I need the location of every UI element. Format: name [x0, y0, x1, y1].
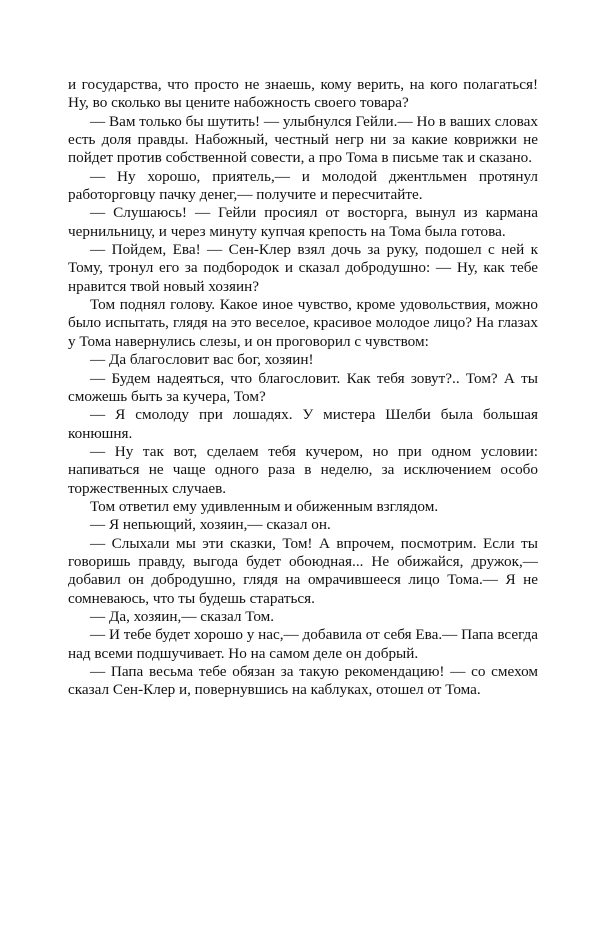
paragraph: — Я смолоду при лошадях. У мистера Шелби была большая конюшня. [68, 406, 538, 442]
paragraph: — Да, хозяин,— сказал Том. [90, 607, 275, 625]
paragraph: Том ответил ему удивленным и обиженным взглядом. [90, 497, 439, 515]
paragraph: — Вам только бы шутить! — улыбнулся Гейли.— Но в ваших словах есть доля правды. Набожный, честный негр ни за какие коврижки не пойдет против собственной совести, а про Тома в письме так и сказано. [68, 112, 538, 167]
paragraph: — Ну так вот, сделаем тебя кучером, но при одном условии: напиваться не чаще одного раза в неделю, за исключением особо торжественных случаев. [68, 442, 538, 497]
paragraph: — Да благословит вас бог, хозяин! [90, 351, 314, 369]
paragraph: — Будем надеяться, что благословит. Как тебя зовут?.. Том? А ты сможешь быть за кучера, Том? [68, 369, 538, 405]
paragraph: — Я непьющий, хозяин,— сказал он. [90, 516, 331, 534]
paragraph: — Папа весьма тебе обязан за такую рекомендацию! — со смехом сказал Сен-Клер и, повернувшись на каблуках, отошел от Тома. [68, 663, 538, 699]
paragraph: — Ну хорошо, приятель,— и молодой джентльмен протянул работорговцу пачку денег,— получите и пересчитайте. [68, 167, 538, 204]
paragraph: Том поднял голову. Какое иное чувство, кроме удовольствия, можно было испытать, глядя на это веселое, красивое молодое лицо? На глазах у Тома навернулись слезы, и он проговорил с чувством: [68, 296, 538, 350]
paragraph: и государства, что просто не знаешь, кому верить, на кого полагаться! Ну, во сколько вы цените набожность своего товара? [68, 76, 538, 112]
paragraph: — Слыхали мы эти сказки, Том! А впрочем, посмотрим. Если ты говоришь правду, выгода будет обоюдная... Не обижайся, дружок,— добавил он добродушно, глядя на омрачившееся лицо Тома.— Я не сомневаюсь, что ты будешь стараться. [68, 534, 538, 607]
body-text [68, 76, 538, 700]
paragraph: — И тебе будет хорошо у нас,— добавила от себя Ева.— Папа всегда над всеми подшучивает. Но на самом деле он добрый. [68, 626, 539, 662]
paragraph: — Пойдем, Ева! — Сен-Клер взял дочь за руку, подошел с ней к Тому, тронул его за подбородок и сказал добродушно: — Ну, как тебе нравится твой новый хозяин? [68, 241, 538, 295]
paragraph: — Слушаюсь! — Гейли просиял от восторга, вынул из кармана чернильницу, и через минуту купчая крепость на Тома была готова. [68, 204, 538, 240]
